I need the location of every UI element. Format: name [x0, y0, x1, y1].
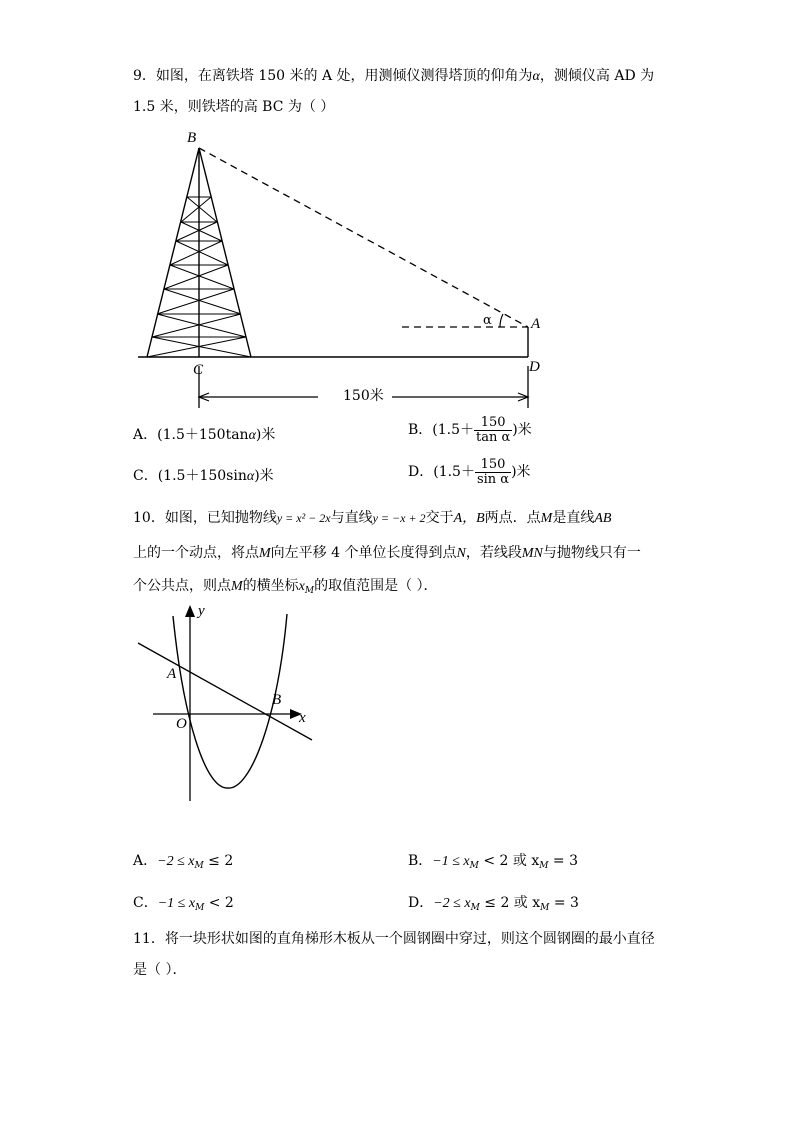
- q9-option-D-pre: (1.5＋: [433, 464, 475, 481]
- q10-line-equation: y = −x + 2: [372, 511, 426, 525]
- q10-l3b: M: [231, 579, 243, 594]
- q10-option-B[interactable]: [408, 854, 578, 871]
- q10-option-D-tail: ≤ 2 或 x: [479, 895, 541, 911]
- q10-option-A-tail: ≤ 2: [203, 853, 234, 869]
- q10-label-y: y: [198, 603, 205, 619]
- q9-option-D-denominator: sin α: [476, 471, 510, 487]
- q9-option-D-numerator: 150: [475, 458, 511, 473]
- q10-l3a: 个公共点，则点: [133, 578, 231, 594]
- q10-l2g: 与抛物线只有一: [542, 545, 641, 561]
- q10-option-D-sub: M: [470, 903, 480, 913]
- q9-option-B-pre: (1.5＋: [432, 422, 475, 439]
- q9-label-C: C: [193, 362, 204, 378]
- q9-option-B-numerator: 150: [474, 416, 512, 431]
- q9-line1-text: 9．如图，在离铁塔 150 米的 A 处，用测倾仪测得塔顶的仰角为: [133, 68, 533, 84]
- q10-l3c: 的横坐标: [242, 578, 299, 594]
- q10-parabola-equation: y = x² − 2x: [276, 511, 331, 525]
- q10-label-B: B: [272, 692, 282, 708]
- q9-option-A-tail: )米: [255, 427, 276, 443]
- q10-option-B-tail: < 2 或 x: [478, 853, 540, 869]
- q10-option-A[interactable]: [133, 854, 233, 871]
- q10-l1f: M: [540, 511, 553, 526]
- q10-option-B-tail2: = 3: [548, 853, 578, 869]
- q9-option-A-text: (1.5＋150tan: [157, 427, 249, 443]
- q9-option-D-key: D．: [408, 464, 434, 481]
- q9-label-A: A: [531, 316, 541, 332]
- q10-option-C-text: −1 ≤ x: [157, 896, 196, 911]
- q11-line2: 是（ ）．: [133, 962, 187, 978]
- q10-option-D-tail2: = 3: [549, 895, 579, 911]
- q10-option-C[interactable]: [133, 896, 234, 913]
- q9-label-distance: 150米: [343, 388, 384, 404]
- q10-option-B-text: −1 ≤ x: [432, 854, 470, 869]
- q10-option-C-key: C．: [133, 895, 158, 911]
- q11-line1: 11．将一块形状如图的直角梯形木板从一个圆钢圈中穿过，则这个圆钢圈的最小直径: [133, 931, 655, 947]
- q9-option-B-key: B．: [408, 422, 433, 439]
- q10-option-A-text: −2 ≤ x: [157, 854, 195, 869]
- q9-option-B-denominator: tan α: [476, 429, 511, 445]
- q10-label-O: O: [176, 716, 187, 732]
- q10-label-x: x: [299, 710, 306, 726]
- q10-l2c: 向左平移 4 个单位长度得到点: [270, 545, 457, 561]
- q10-l1b: 与直线: [330, 510, 373, 526]
- q10-l2d: N: [456, 546, 466, 561]
- q10-l3f: 的取值范围是（ ）．: [314, 578, 438, 594]
- q10-l3d: x: [298, 579, 305, 594]
- q9-label-D: D: [529, 359, 540, 375]
- q9-option-C-key: C．: [133, 468, 158, 484]
- q10-l1c: 交于: [425, 510, 454, 526]
- q10-option-C-tail: < 2: [204, 895, 234, 911]
- q9-option-D-tail: )米: [511, 464, 531, 481]
- q10-l2a: 上的一个动点，将点: [133, 545, 259, 561]
- q10-l1h: AB: [594, 511, 612, 526]
- q10-l1e: 两点．点: [484, 510, 541, 526]
- q10-l1a: 10．如图，已知抛物线: [133, 510, 277, 526]
- q10-option-D[interactable]: [408, 896, 579, 913]
- q9-label-B: B: [187, 130, 197, 146]
- q10-option-A-sub: M: [194, 861, 204, 871]
- q9-option-C-alpha: α: [246, 469, 255, 484]
- q10-option-B-sub: M: [469, 861, 479, 871]
- q10-l1g: 是直线: [552, 510, 595, 526]
- q10-option-C-sub: M: [195, 903, 205, 913]
- q10-l2e: ，若线段: [465, 545, 522, 561]
- q10-option-D-key: D．: [408, 895, 434, 911]
- q9-line1b: ，测倾仪高 AD 为: [539, 68, 655, 84]
- q10-option-D-sub2: M: [540, 903, 550, 913]
- q10-option-D-text: −2 ≤ x: [433, 896, 471, 911]
- q10-option-B-key: B．: [408, 853, 433, 869]
- q10-l2f: MN: [521, 546, 543, 561]
- q10-l2b: M: [259, 546, 271, 561]
- q10-l1d: A，B: [453, 511, 485, 526]
- q9-option-A-key: A．: [133, 427, 158, 443]
- q10-option-B-sub2: M: [539, 861, 549, 871]
- q9-alpha: α: [532, 69, 540, 84]
- q9-option-C-text: (1.5＋150sin: [157, 468, 247, 484]
- q10-label-A: A: [167, 666, 177, 682]
- q10-option-A-key: A．: [133, 853, 158, 869]
- q9-option-B-tail: )米: [512, 422, 532, 439]
- q9-option-C-tail: )米: [254, 468, 274, 484]
- q9-line2: 1.5 米，则铁塔的高 BC 为（ ）: [133, 99, 335, 115]
- q10-l3e: M: [304, 586, 315, 596]
- q9-label-alpha: α: [483, 313, 492, 328]
- q9-option-A-alpha: α: [248, 428, 256, 443]
